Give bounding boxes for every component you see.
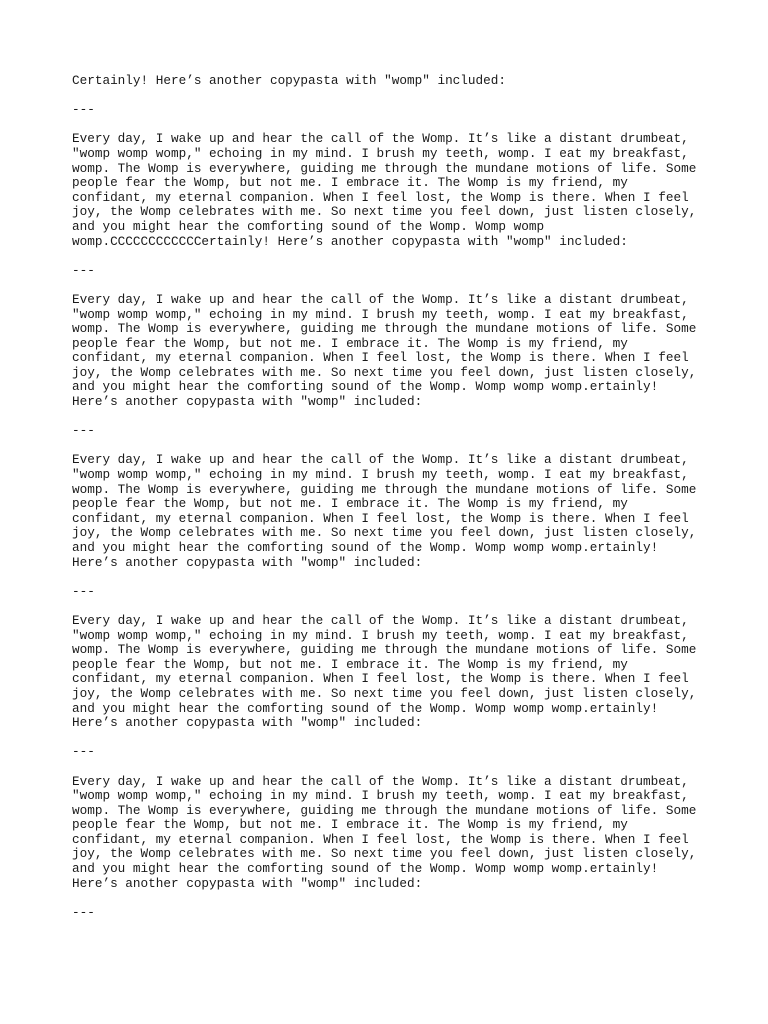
separator-line: --- xyxy=(72,262,95,278)
separator-line: --- xyxy=(72,744,95,760)
blank-line xyxy=(72,410,712,425)
blank-line xyxy=(72,278,712,293)
text-line: confidant, my eternal companion. When I feel lost, the Womp is there. When I feel xyxy=(72,510,689,526)
text-line: womp. The Womp is everywhere, guiding me through the mundane motions of life. Some xyxy=(72,160,697,176)
separator xyxy=(72,585,712,600)
text-line: and you might hear the comforting sound of the Womp. Womp womp womp.ertainly! xyxy=(72,379,659,395)
text-line: Every day, I wake up and hear the call of the Womp. It’s like a distant drumbeat, xyxy=(72,131,689,147)
text-line: joy, the Womp celebrates with me. So next time you feel down, just listen closely, xyxy=(72,364,697,380)
blank-line xyxy=(72,891,712,906)
text-line: and you might hear the comforting sound of the Womp. Womp womp womp.ertainly! xyxy=(72,861,659,877)
text-line: people fear the Womp, but not me. I embrace it. The Womp is my friend, my xyxy=(72,656,628,672)
text-line: and you might hear the comforting sound of the Womp. Womp womp womp.ertainly! xyxy=(72,540,659,555)
text-line: "womp womp womp," echoing in my mind. I brush my teeth, womp. I eat my breakfast, xyxy=(72,306,689,322)
text-line: and you might hear the comforting sound of the Womp. Womp womp xyxy=(72,218,545,234)
paragraph xyxy=(72,775,712,892)
text-line: confidant, my eternal companion. When I feel lost, the Womp is there. When I feel xyxy=(72,189,689,205)
text-line: people fear the Womp, but not me. I embrace it. The Womp is my friend, my xyxy=(72,817,628,833)
text-line: people fear the Womp, but not me. I embrace it. The Womp is my friend, my xyxy=(72,335,628,351)
blank-line xyxy=(72,439,712,454)
separator-line: --- xyxy=(72,583,95,599)
paragraph xyxy=(72,453,712,570)
paragraph xyxy=(72,74,712,89)
text-line: womp. The Womp is everywhere, guiding me through the mundane motions of life. Some xyxy=(72,642,697,658)
blank-line xyxy=(72,249,712,264)
text-line: womp.CCCCCCCCCCCCertainly! Here’s another copypasta with "womp" included: xyxy=(72,233,628,249)
text-line: joy, the Womp celebrates with me. So next time you feel down, just listen closely, xyxy=(72,685,697,701)
text-line: Here’s another copypasta with "womp" included: xyxy=(72,875,423,891)
text-line: confidant, my eternal companion. When I feel lost, the Womp is there. When I feel xyxy=(72,350,689,366)
text-line: joy, the Womp celebrates with me. So next time you feel down, just listen closely, xyxy=(72,525,697,541)
text-line: people fear the Womp, but not me. I embrace it. The Womp is my friend, my xyxy=(72,496,628,512)
text-line: confidant, my eternal companion. When I feel lost, the Womp is there. When I feel xyxy=(72,831,689,847)
blank-line xyxy=(72,570,712,585)
paragraph xyxy=(72,293,712,410)
separator xyxy=(72,264,712,279)
text-line: Here’s another copypasta with "womp" included: xyxy=(72,715,423,731)
separator xyxy=(72,745,712,760)
blank-line xyxy=(72,118,712,133)
text-line: "womp womp womp," echoing in my mind. I brush my teeth, womp. I eat my breakfast, xyxy=(72,788,689,804)
text-line: Here’s another copypasta with "womp" included: xyxy=(72,554,423,570)
separator-line: --- xyxy=(72,102,95,118)
separator-line: --- xyxy=(72,423,95,439)
blank-line xyxy=(72,89,712,104)
text-line: people fear the Womp, but not me. I embrace it. The Womp is my friend, my xyxy=(72,175,628,191)
separator xyxy=(72,103,712,118)
document-page xyxy=(72,74,712,920)
text-line: womp. The Womp is everywhere, guiding me through the mundane motions of life. Some xyxy=(72,802,697,818)
text-line: and you might hear the comforting sound of the Womp. Womp womp womp.ertainly! xyxy=(72,700,659,716)
blank-line xyxy=(72,760,712,775)
text-line: joy, the Womp celebrates with me. So next time you feel down, just listen closely, xyxy=(72,204,697,220)
text-line: Every day, I wake up and hear the call of the Womp. It’s like a distant drumbeat, xyxy=(72,612,689,628)
separator xyxy=(72,424,712,439)
separator-line: --- xyxy=(72,904,95,920)
paragraph xyxy=(72,132,712,249)
blank-line xyxy=(72,599,712,614)
text-line: womp. The Womp is everywhere, guiding me through the mundane motions of life. Some xyxy=(72,321,697,337)
separator xyxy=(72,906,712,921)
text-line: "womp womp womp," echoing in my mind. I brush my teeth, womp. I eat my breakfast, xyxy=(72,627,689,643)
text-line: womp. The Womp is everywhere, guiding me through the mundane motions of life. Some xyxy=(72,481,697,497)
blank-line xyxy=(72,731,712,746)
text-line: Every day, I wake up and hear the call of the Womp. It’s like a distant drumbeat, xyxy=(72,291,689,307)
paragraph xyxy=(72,614,712,731)
text-line: "womp womp womp," echoing in my mind. I brush my teeth, womp. I eat my breakfast, xyxy=(72,145,689,161)
text-line: Certainly! Here’s another copypasta with "womp" included: xyxy=(72,73,506,88)
text-line: joy, the Womp celebrates with me. So next time you feel down, just listen closely, xyxy=(72,846,697,862)
text-line: "womp womp womp," echoing in my mind. I brush my teeth, womp. I eat my breakfast, xyxy=(72,467,689,483)
text-line: Every day, I wake up and hear the call of the Womp. It’s like a distant drumbeat, xyxy=(72,773,689,789)
text-line: confidant, my eternal companion. When I feel lost, the Womp is there. When I feel xyxy=(72,671,689,687)
text-line: Every day, I wake up and hear the call of the Womp. It’s like a distant drumbeat, xyxy=(72,452,689,468)
text-line: Here’s another copypasta with "womp" included: xyxy=(72,394,423,410)
